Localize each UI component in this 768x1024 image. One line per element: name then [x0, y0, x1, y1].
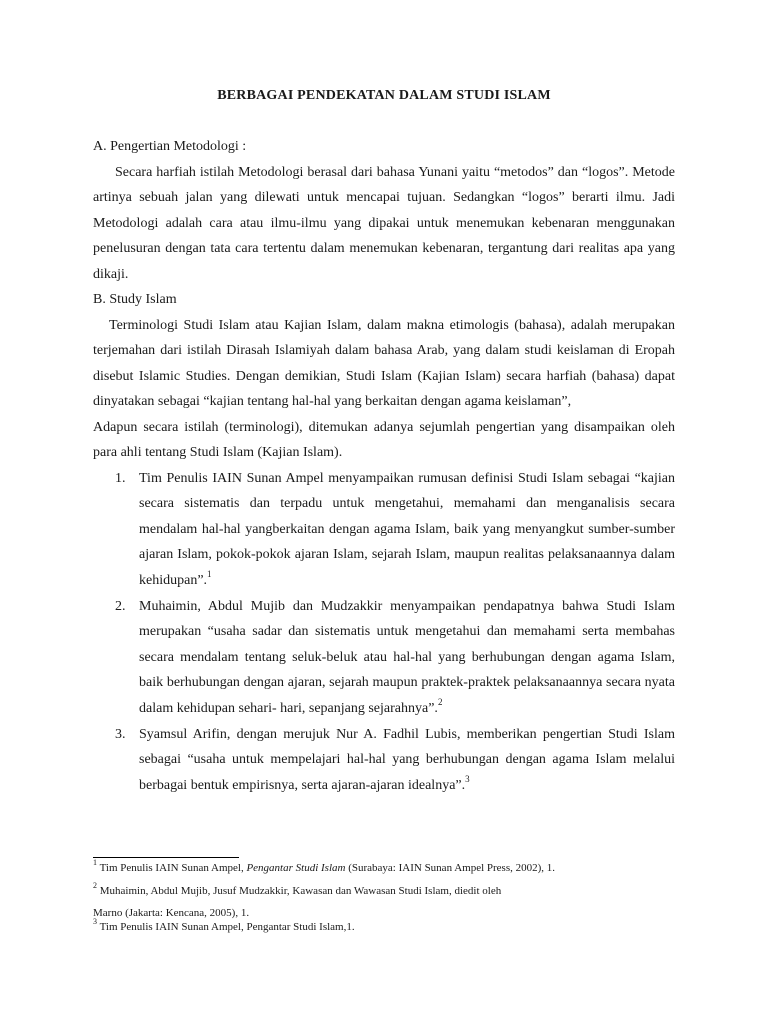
section-a-paragraph: Secara harfiah istilah Metodologi berasal dari bahasa Yunani yaitu “metodos” dan “logos”. Metode artinya sebuah jalan yang dilewati untuk mencapai tujuan. Sedangkan “logos” berarti ilmu. Jadi Metodologi adalah cara atau ilmu-ilmu yang dipakai untuk menemukan kebenaran menggunakan penelusuran dengan tata cara tertentu dalam menemukan kebenaran, tergantung dari realitas apa yang dikaji.	[93, 164, 675, 282]
section-b-paragraph-1: Terminologi Studi Islam atau Kajian Islam, dalam makna etimologis (bahasa), adalah merupakan terjemahan dari istilah Dirasah Islamiyah dalam bahasa Arab, yang dalam studi keislaman di Eropah disebut Islamic Studies. Dengan demikian, Studi Islam (Kajian Islam) secara harfiah (bahasa) dapat dinyatakan sebagai “kajian tentang hal-hal yang berkaitan dengan agama keislaman”,	[93, 317, 675, 409]
list-item-number: 1.	[115, 470, 126, 486]
list-item-text: Tim Penulis IAIN Sunan Ampel menyampaikan rumusan definisi Studi Islam sebagai “kajian secara sistematis dan terpadu untuk mengetahui, memahami dan menganalisis secara mendalam hal-hal yangberkaitan dengan agama Islam, baik yang menyangkut sumber-sumber ajaran Islam, pokok-pokok ajaran Islam, sejarah Islam, maupun realitas pelaksanaannya dalam kehidupan”.	[139, 470, 675, 588]
footnote-book-title: Pengantar Studi Islam	[246, 862, 346, 874]
list-item	[93, 594, 675, 722]
list-item	[93, 722, 675, 799]
footnote-2-continued	[93, 906, 693, 920]
footnote-ref[interactable]: 3	[465, 773, 470, 784]
list-item-text: Syamsul Arifin, dengan merujuk Nur A. Fadhil Lubis, memberikan pengertian Studi Islam sebagai “usaha untuk mempelajari hal-hal yang berhubungan dengan agama Islam melalui berbagai bentuk empirisnya, serta ajaran-ajaran idealnya”.	[139, 726, 675, 793]
footnote-separator	[93, 857, 239, 858]
document-body	[93, 134, 675, 799]
list-item-number: 3.	[115, 726, 126, 742]
footnote-number: 1	[93, 858, 97, 868]
section-b-heading: B. Study Islam	[93, 292, 177, 307]
footnote-3	[93, 917, 693, 934]
footnote-text: (Surabaya: IAIN Sunan Ampel Press, 2002), 1.	[348, 862, 556, 874]
footnote-2	[93, 881, 693, 898]
footnote-text: Marno (Jakarta: Kencana, 2005), 1.	[93, 907, 250, 919]
footnote-ref[interactable]: 2	[437, 696, 443, 707]
section-a-heading: A. Pengertian Metodologi :	[93, 139, 247, 154]
list-item	[93, 466, 675, 594]
footnote-number: 3	[93, 917, 97, 927]
footnote-number: 2	[93, 881, 97, 891]
footnote-1	[93, 858, 693, 875]
footnote-text: Tim Penulis IAIN Sunan Ampel, Pengantar Studi Islam,1.	[99, 921, 355, 933]
footnote-text: Muhaimin, Abdul Mujib, Jusuf Mudzakkir, Kawasan dan Wawasan Studi Islam, diedit oleh	[99, 885, 502, 897]
footnote-text: Tim Penulis IAIN Sunan Ampel,	[99, 862, 244, 874]
definition-list	[93, 466, 675, 799]
section-b-paragraph-2: Adapun secara istilah (terminologi), ditemukan adanya sejumlah pengertian yang disampaikan oleh para ahli tentang Studi Islam (Kajian Islam).	[93, 419, 675, 460]
footnote-ref[interactable]: 1	[207, 568, 212, 579]
list-item-number: 2.	[115, 598, 126, 614]
list-item-text: Muhaimin, Abdul Mujib dan Mudzakkir menyampaikan pendapatnya bahwa Studi Islam merupakan “usaha sadar dan sistematis untuk mengetahui dan memahami serta membahas secara mendalam tentang seluk-beluk atau hal-hal yang berhubungan dengan agama Islam, baik berhubungan dengan ajaran, sejarah maupun praktek-praktek pelaksanaannya secara nyata dalam kehidupan sehari- hari, sepanjang sejarahnya”.	[139, 598, 675, 716]
document-title: BERBAGAI PENDEKATAN DALAM STUDI ISLAM	[217, 88, 551, 103]
